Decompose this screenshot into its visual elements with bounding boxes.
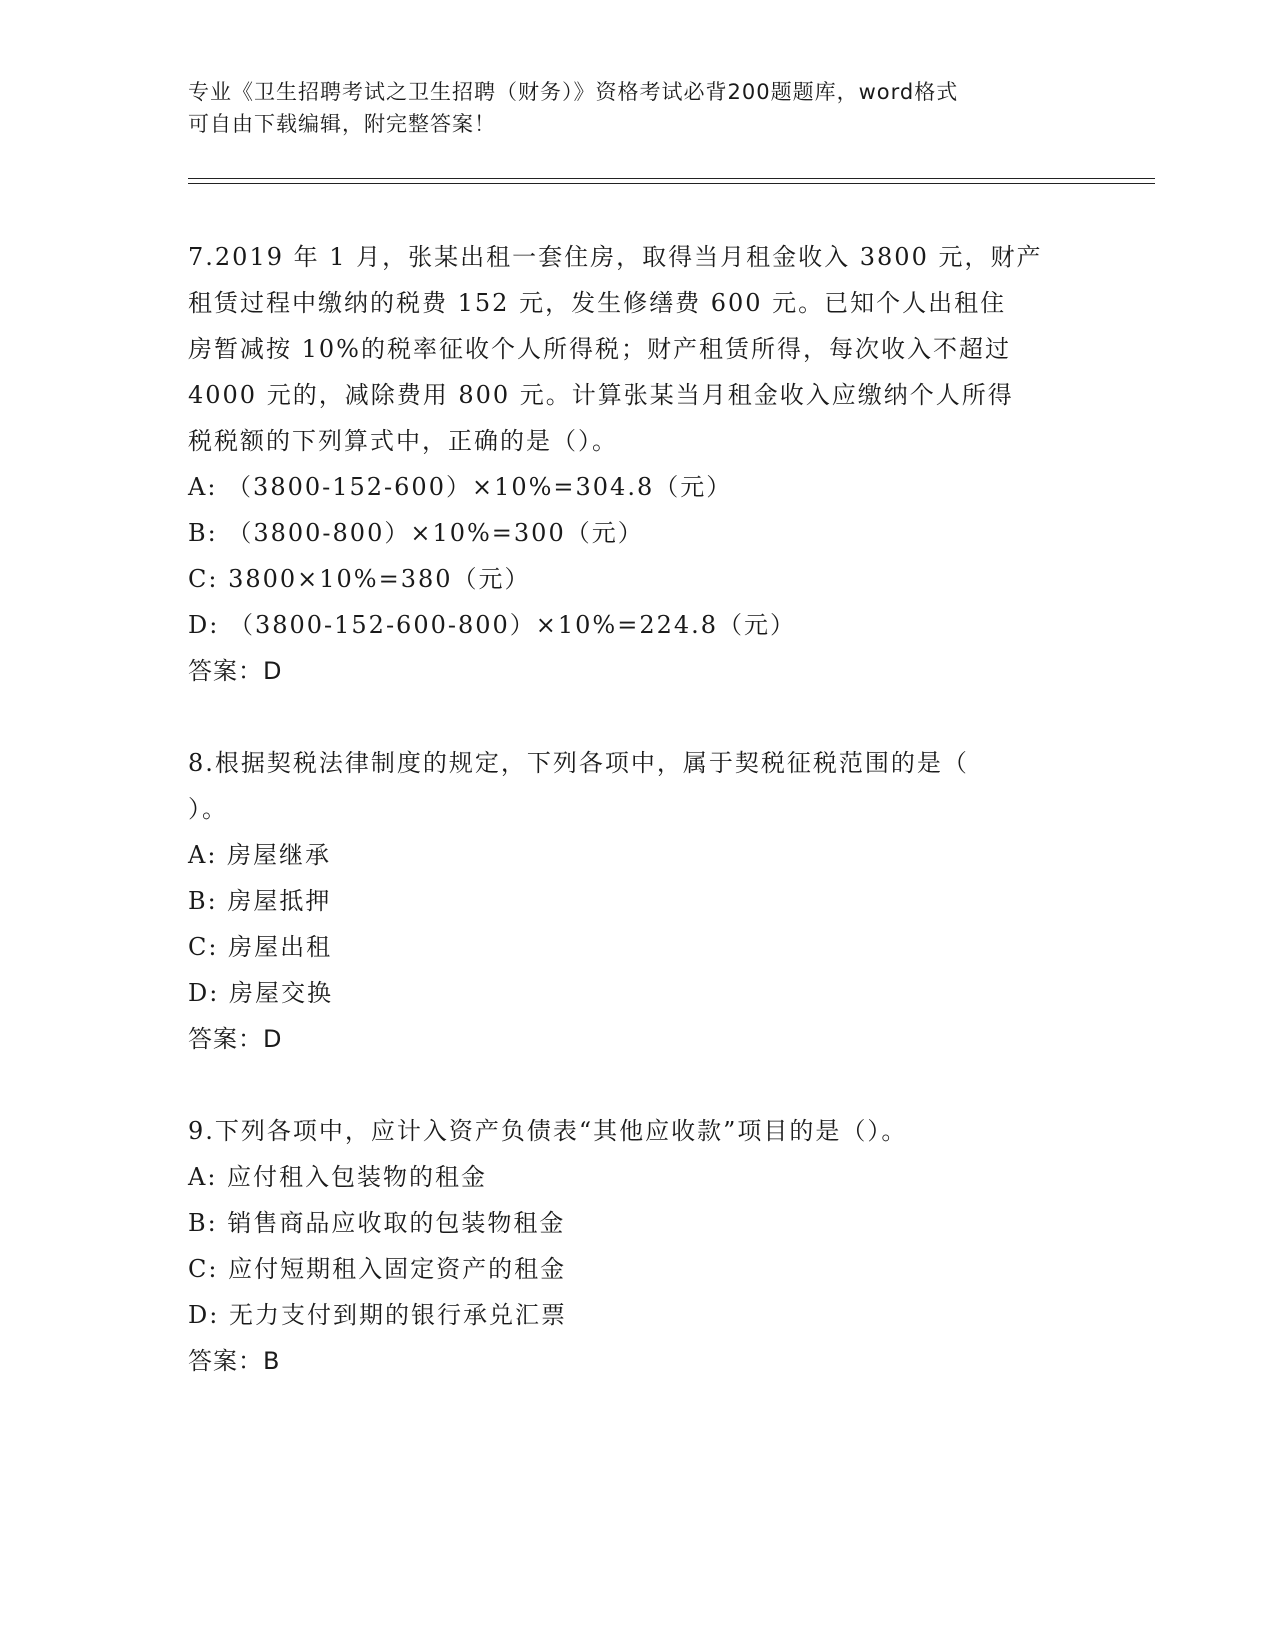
option-a: A: 房屋继承 — [188, 841, 332, 869]
answer: 答案：D — [188, 657, 283, 685]
answer: 答案：D — [188, 1025, 283, 1053]
answer: 答案：B — [188, 1347, 281, 1375]
option-a: A: 应付租入包装物的租金 — [188, 1163, 488, 1191]
option-c: C: 房屋出租 — [188, 933, 333, 961]
option-b: B: （3800-800）×10%=300（元） — [188, 519, 644, 547]
question-7 — [188, 234, 1088, 694]
option-d: D: （3800-152-600-800）×10%=224.8（元） — [188, 611, 797, 639]
question-9 — [188, 1108, 1088, 1384]
header-title-line-1: 专业《卫生招聘考试之卫生招聘（财务）》资格考试必背200题题库，word格式 — [188, 80, 959, 104]
question-stem-line: 9.下列各项中，应计入资产负债表“其他应收款”项目的是（）。 — [188, 1117, 908, 1145]
option-d: D: 无力支付到期的银行承兑汇票 — [188, 1301, 567, 1329]
option-a: A: （3800-152-600）×10%=304.8（元） — [188, 473, 733, 501]
question-stem-line: 房暂减按 10%的税率征收个人所得税；财产租赁所得，每次收入不超过 — [188, 335, 1011, 363]
question-stem-line: 8.根据契税法律制度的规定，下列各项中，属于契税征税范围的是（ — [188, 749, 969, 777]
option-b: B: 销售商品应收取的包装物租金 — [188, 1209, 566, 1237]
option-d: D: 房屋交换 — [188, 979, 333, 1007]
question-stem-line: 4000 元的，减除费用 800 元。计算张某当月租金收入应缴纳个人所得 — [188, 381, 1014, 409]
question-stem-line: 7.2019 年 1 月，张某出租一套住房，取得当月租金收入 3800 元，财产 — [188, 243, 1043, 271]
question-stem-line: 税税额的下列算式中，正确的是（）。 — [188, 427, 618, 455]
question-stem-line: ）。 — [188, 795, 228, 823]
option-c: C: 应付短期租入固定资产的租金 — [188, 1255, 567, 1283]
question-8 — [188, 740, 1088, 1062]
option-c: C: 3800×10%=380（元） — [188, 565, 531, 593]
option-b: B: 房屋抵押 — [188, 887, 332, 915]
header-double-rule — [188, 178, 1155, 184]
question-stem-line: 租赁过程中缴纳的税费 152 元，发生修缮费 600 元。已知个人出租住 — [188, 289, 1007, 317]
document-header — [188, 76, 1088, 140]
header-title-line-2: 可自由下载编辑，附完整答案！ — [188, 112, 496, 136]
